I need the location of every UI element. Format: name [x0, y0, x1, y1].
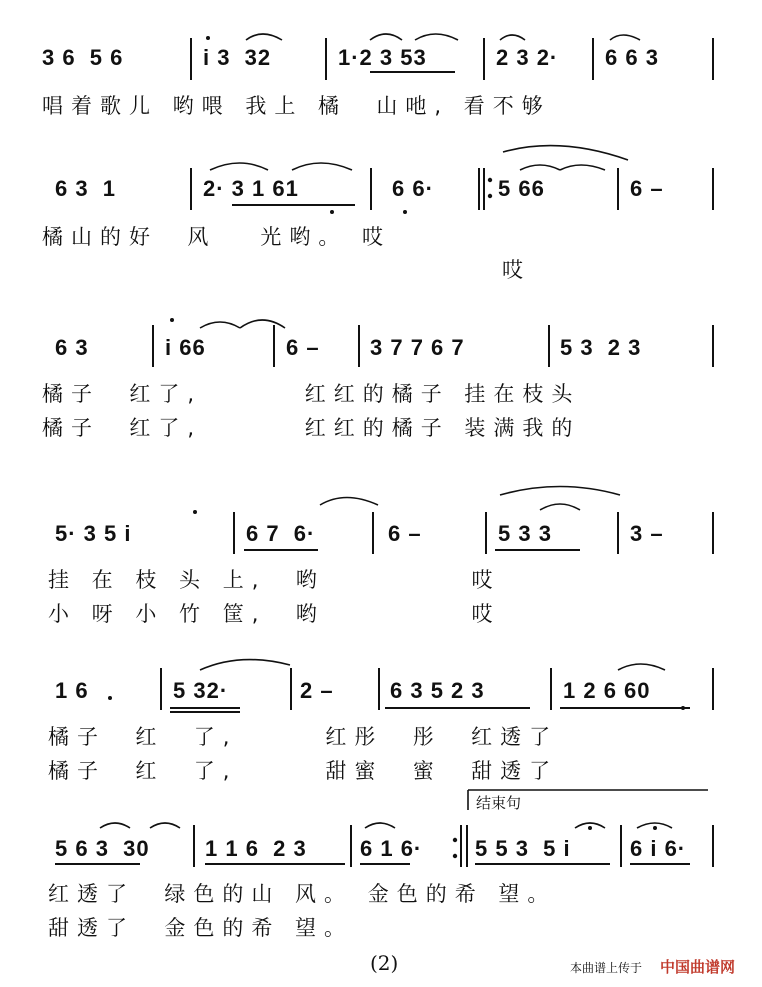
measure-notes: 5· 3 5 i — [55, 521, 132, 546]
measure-notes: 6 1 6· — [360, 836, 423, 861]
measure-notes: 1 6 — [55, 678, 89, 703]
lyric-line: 挂 在 枝 头 上, 哟 哎 — [48, 568, 501, 592]
barline — [712, 168, 714, 210]
barline — [190, 38, 192, 80]
barline — [712, 668, 714, 710]
measure-notes: 1 2 6 60 — [563, 678, 651, 703]
lyric-line: 橘山的好 风 光哟。 哎 — [42, 225, 392, 249]
barline — [372, 512, 374, 554]
measure-notes: 5 3 2 3 — [560, 335, 642, 360]
measure-notes: 6 3 5 2 3 — [390, 678, 485, 703]
measure-notes: 3 7 7 6 7 — [370, 335, 465, 360]
barline — [190, 168, 192, 210]
barline — [290, 668, 292, 710]
measure-notes: 6 i 6· — [630, 836, 687, 861]
lyric-line: 哎 — [502, 258, 531, 282]
barline — [478, 168, 480, 210]
barline — [378, 668, 380, 710]
barline — [617, 512, 619, 554]
barline — [712, 38, 714, 80]
barline — [617, 168, 619, 210]
measure-notes: 6 3 1 — [55, 176, 117, 201]
measure-notes: 3 6 5 6 — [42, 45, 124, 70]
barline — [712, 512, 714, 554]
barline — [466, 825, 468, 867]
barline — [483, 168, 485, 210]
barline — [358, 325, 360, 367]
barline — [233, 512, 235, 554]
measure-notes: 6 6 3 — [605, 45, 659, 70]
barline — [548, 325, 550, 367]
lyric-line: 橘子 红 了, 红彤 彤 红透了 — [48, 725, 559, 749]
lyric-line: 橘子 红 了, 甜蜜 蜜 甜透了 — [48, 759, 559, 783]
measure-notes: 5 6 3 30 — [55, 836, 150, 861]
measure-notes: 6 3 — [55, 335, 89, 360]
barline — [460, 825, 462, 867]
barline — [193, 825, 195, 867]
measure-notes: 5 32· — [173, 678, 229, 703]
barline — [160, 668, 162, 710]
barline — [712, 825, 714, 867]
lyric-line: 小 呀 小 竹 筐, 哟 哎 — [48, 602, 501, 626]
lyric-line: 甜透了 金色的希 望。 — [48, 916, 354, 940]
measure-notes: 2 – — [300, 678, 334, 703]
measure-notes: 1·2 3 53 — [338, 45, 427, 70]
measure-notes: 5 3 3 — [498, 521, 552, 546]
barline — [370, 168, 372, 210]
ending-bracket-label: 结束句 — [476, 794, 522, 812]
measure-notes: 6 – — [286, 335, 320, 360]
measure-notes: 1 1 6 2 3 — [205, 836, 307, 861]
barline — [485, 512, 487, 554]
barline — [550, 668, 552, 710]
measure-notes: 2 3 2· — [496, 45, 559, 70]
lyric-line: 橘子 红了, 红红的橘子 挂在枝头 — [42, 382, 581, 406]
measure-notes: 6 7 6· — [246, 521, 316, 546]
barline — [350, 825, 352, 867]
barline — [273, 325, 275, 367]
barline — [620, 825, 622, 867]
measure-notes: i 66 — [165, 335, 206, 360]
measure-notes: 5 5 3 5 i — [475, 836, 571, 861]
barline — [592, 38, 594, 80]
upload-note: 本曲谱上传于 — [570, 961, 643, 975]
measure-notes: 2· 3 1 61 — [203, 176, 299, 201]
lyric-line: 唱着歌儿 哟喂 我上 橘 山吔, 看不够 — [42, 94, 551, 118]
measure-notes: 6 – — [388, 521, 422, 546]
barline — [325, 38, 327, 80]
page-number: (2) — [370, 951, 399, 975]
site-logo: 中国曲谱网 — [660, 958, 736, 976]
lyric-line: 橘子 红了, 红红的橘子 装满我的 — [42, 416, 581, 440]
barline — [152, 325, 154, 367]
lyric-line: 红透了 绿色的山 风。 金色的希 望。 — [48, 882, 557, 906]
measure-notes: 5 66 — [498, 176, 545, 201]
barline — [712, 325, 714, 367]
measure-notes: 3 – — [630, 521, 664, 546]
barline — [483, 38, 485, 80]
measure-notes: 6 – — [630, 176, 664, 201]
measure-notes: 6 6· — [392, 176, 434, 201]
measure-notes: i 3 32 — [203, 45, 272, 70]
